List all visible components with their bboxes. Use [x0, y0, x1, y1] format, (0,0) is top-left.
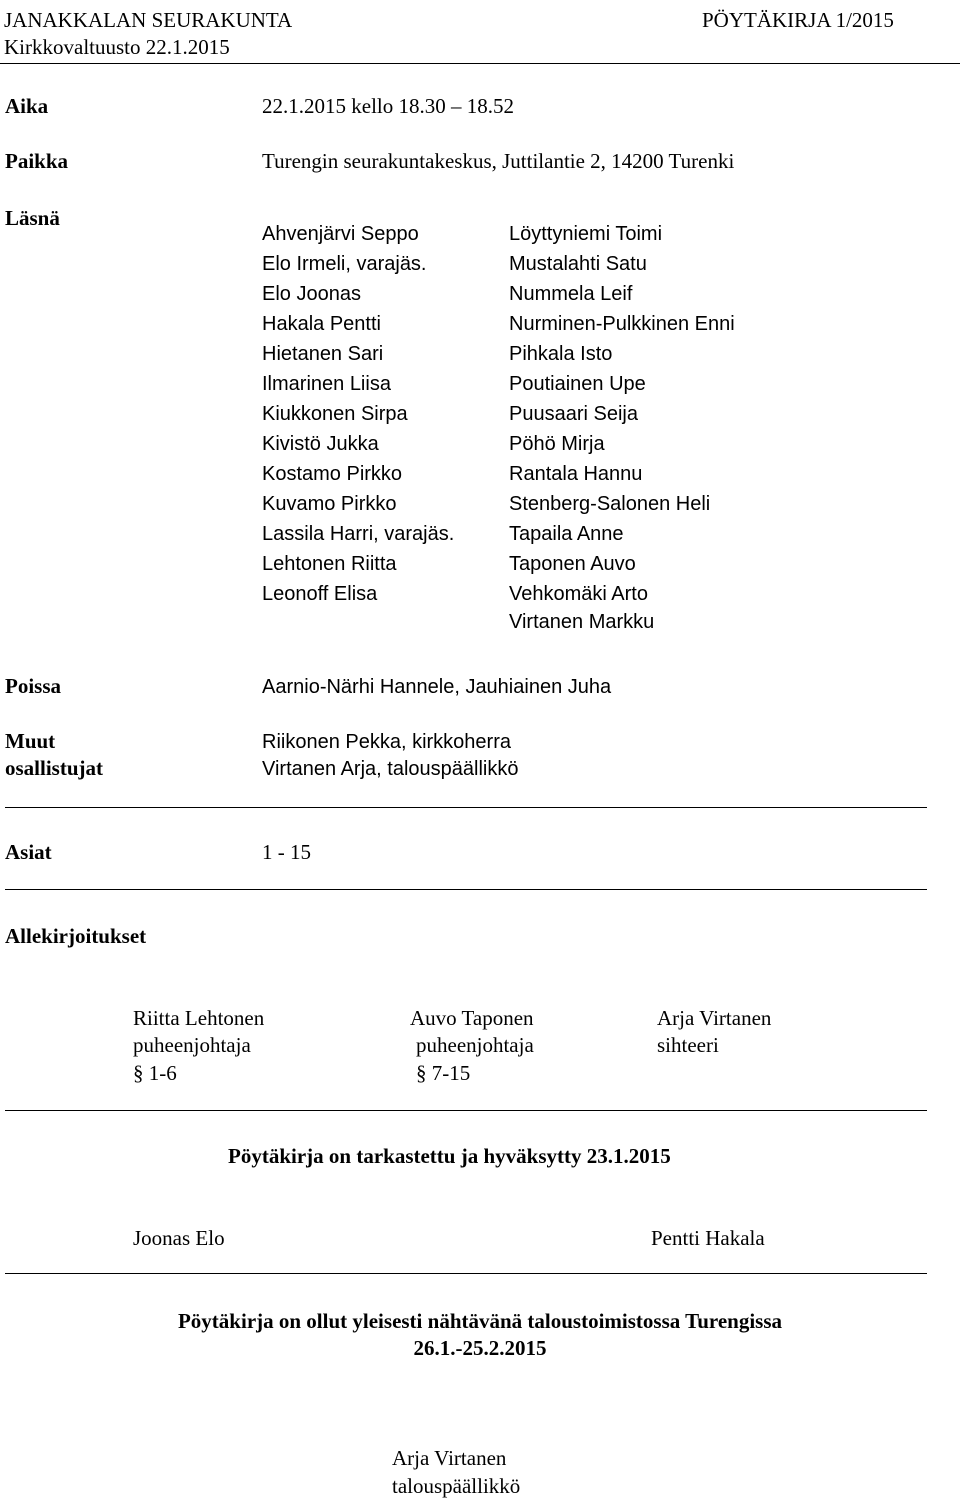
- list-item: Virtanen Markku: [509, 611, 655, 633]
- list-item: Hietanen Sari: [262, 343, 384, 365]
- divider: [5, 807, 927, 808]
- public-notice-line1: Pöytäkirja on ollut yleisesti nähtävänä taloustoimistossa Turengissa: [177, 1309, 783, 1333]
- lasna-label: Läsnä: [5, 206, 60, 230]
- list-item: Pöhö Mirja: [509, 433, 605, 455]
- signer1-role: puheenjohtaja: [133, 1033, 251, 1057]
- aika-label: Aika: [5, 94, 49, 118]
- list-item: Nummela Leif: [509, 283, 633, 305]
- signatures-label: Allekirjoitukset: [5, 924, 147, 948]
- list-item: Hakala Pentti: [262, 313, 381, 335]
- signer3-name: Arja Virtanen: [657, 1006, 772, 1030]
- list-item: Rantala Hannu: [509, 463, 643, 485]
- list-item: Ahvenjärvi Seppo: [262, 223, 419, 245]
- list-item: Löyttyniemi Toimi: [509, 223, 663, 245]
- list-item: Kostamo Pirkko: [262, 463, 403, 485]
- list-item: Kuvamo Pirkko: [262, 493, 397, 515]
- document-number: PÖYTÄKIRJA 1/2015: [702, 8, 894, 32]
- list-item: Poutiainen Upe: [509, 373, 646, 395]
- list-item: Taponen Auvo: [509, 553, 636, 575]
- others-label-line2: osallistujat: [5, 756, 104, 780]
- aika-value: 22.1.2015 kello 18.30 – 18.52: [262, 94, 514, 118]
- header-divider: [0, 63, 960, 64]
- signer1-sections: § 1-6: [133, 1061, 177, 1085]
- list-item: Lassila Harri, varajäs.: [262, 523, 455, 545]
- meeting-title: Kirkkovaltuusto 22.1.2015: [4, 35, 230, 59]
- poissa-label: Poissa: [5, 674, 62, 698]
- others-label-line1: Muut: [5, 729, 56, 753]
- signer1-name: Riitta Lehtonen: [133, 1006, 265, 1030]
- list-item: Mustalahti Satu: [509, 253, 647, 275]
- checker1-name: Joonas Elo: [133, 1226, 225, 1250]
- asiat-label: Asiat: [5, 840, 52, 864]
- notice-signer-title: talouspäällikkö: [392, 1474, 521, 1498]
- list-item: Ilmarinen Liisa: [262, 373, 391, 395]
- signer2-role: puheenjohtaja: [416, 1033, 534, 1057]
- signer2-name: Auvo Taponen: [410, 1006, 534, 1030]
- checker2-name: Pentti Hakala: [651, 1226, 765, 1250]
- list-item: Kiukkonen Sirpa: [262, 403, 408, 425]
- list-item: Vehkomäki Arto: [509, 583, 648, 605]
- list-item: Stenberg-Salonen Heli: [509, 493, 711, 515]
- list-item: Pihkala Isto: [509, 343, 613, 365]
- others-line2: Virtanen Arja, talouspäällikkö: [262, 758, 519, 780]
- paikka-label: Paikka: [5, 149, 69, 173]
- list-item: Elo Joonas: [262, 283, 361, 305]
- list-item: Lehtonen Riitta: [262, 553, 397, 575]
- list-item: Elo Irmeli, varajäs.: [262, 253, 427, 275]
- list-item: Kivistö Jukka: [262, 433, 379, 455]
- notice-signer-name: Arja Virtanen: [392, 1446, 507, 1470]
- organization-name: JANAKKALAN SEURAKUNTA: [4, 8, 293, 32]
- divider: [5, 1273, 927, 1274]
- list-item: Tapaila Anne: [509, 523, 624, 545]
- public-notice-line2: 26.1.-25.2.2015: [413, 1336, 547, 1360]
- poissa-value: Aarnio-Närhi Hannele, Jauhiainen Juha: [262, 676, 612, 698]
- checked-statement: Pöytäkirja on tarkastettu ja hyväksytty 23.1.2015: [228, 1144, 671, 1168]
- divider: [5, 889, 927, 890]
- list-item: Leonoff Elisa: [262, 583, 378, 605]
- asiat-value: 1 - 15: [262, 840, 311, 864]
- signer2-sections: § 7-15: [416, 1061, 471, 1085]
- list-item: Nurminen-Pulkkinen Enni: [509, 313, 735, 335]
- paikka-value: Turengin seurakuntakeskus, Juttilantie 2, 14200 Turenki: [262, 149, 735, 173]
- list-item: Puusaari Seija: [509, 403, 638, 425]
- others-line1: Riikonen Pekka, kirkkoherra: [262, 731, 511, 753]
- signer3-role: sihteeri: [657, 1033, 719, 1057]
- divider: [5, 1110, 927, 1111]
